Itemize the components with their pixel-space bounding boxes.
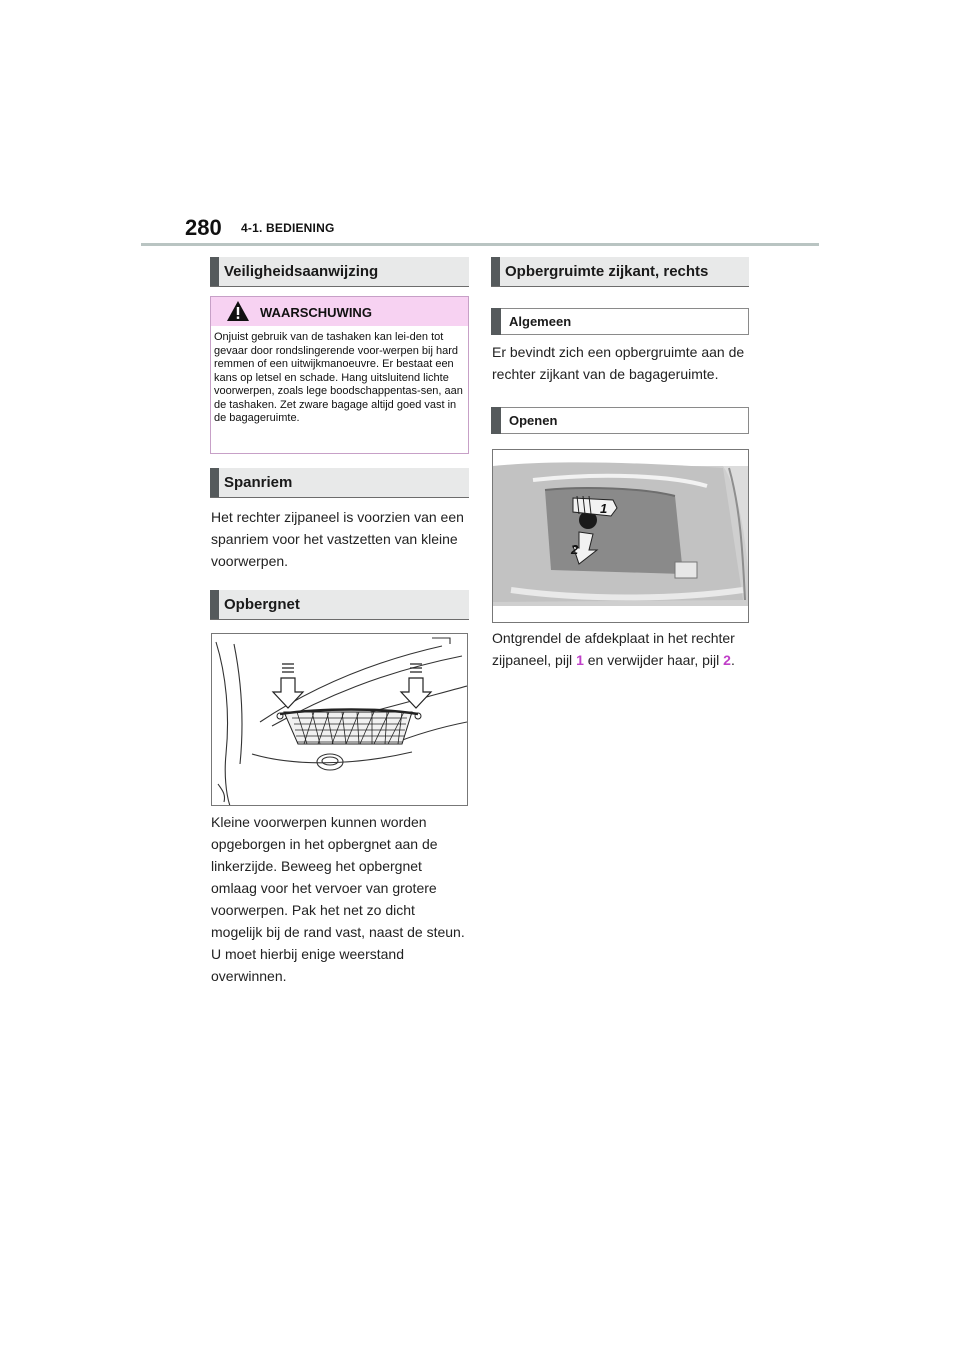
opbergnet-paragraph: Kleine voorwerpen kunnen worden opgeborgen in het opbergnet aan de linkerzijde. Beweeg het opbergnet omlaag voor het vervoer van grotere voorwerpen. Pak het net zo dicht mogelijk bij de rand vast, naast de steun. U moet hierbij enige weerstand overwinnen. xyxy=(211,814,465,984)
algemeen-subheading xyxy=(491,308,749,335)
opbergnet-figure xyxy=(211,633,468,806)
opbergruimte-heading-label: Opbergruimte zijkant, rechts xyxy=(505,263,709,280)
openen-text-b: en verwijder haar, pijl xyxy=(583,652,724,668)
heading-bar xyxy=(491,308,501,335)
safety-heading-label: Veiligheidsaanwijzing xyxy=(224,263,379,280)
openen-text-a: Ontgrendel de afdekplaat in het rechter zijpaneel, pijl xyxy=(492,630,735,668)
spanriem-section-heading xyxy=(210,468,469,498)
net-mesh xyxy=(277,710,421,745)
warning-title: WAARSCHUWING xyxy=(260,305,372,320)
header-divider xyxy=(141,243,819,246)
openen-paragraph xyxy=(492,627,750,671)
figure-label-2: 2 xyxy=(571,542,579,557)
algemeen-heading-label: Algemeen xyxy=(509,314,572,329)
warning-text: Onjuist gebruik van de tashaken kan lei-den tot gevaar door rondslingerende voor-werpen bij hard remmen of een uitwijkmanoeuvre. Er bestaat een kans op letsel en schade. Hang uitsluitend lichte voorwerpen, zoals lege boodschappentas-sen, aan de tashaken. Zet zware bagage altijd goed vast in de bagageruimte. xyxy=(214,331,463,424)
arrow-number-2: 2 xyxy=(723,652,731,668)
side-panel-photo xyxy=(493,450,749,623)
page-number: 280 xyxy=(185,215,222,240)
arrow-number-1: 1 xyxy=(576,652,584,668)
spanriem-heading-label: Spanriem xyxy=(224,474,293,491)
openen-heading-label: Openen xyxy=(509,413,558,428)
openen-text-c: . xyxy=(730,652,735,668)
chapter-title: 4-1. BEDIENING xyxy=(241,221,335,235)
warning-header xyxy=(211,297,468,326)
opbergnet-section-heading xyxy=(210,590,469,620)
down-arrow-icon xyxy=(273,664,303,708)
heading-bar xyxy=(491,407,501,434)
algemeen-paragraph: Er bevindt zich een opbergruimte aan de rechter zijkant van de bagageruimte. xyxy=(492,344,745,382)
cargo-net-illustration xyxy=(212,634,468,806)
heading-bar xyxy=(491,257,500,286)
opbergruimte-section-heading xyxy=(491,257,749,287)
down-arrow-icon xyxy=(401,664,431,708)
heading-bar xyxy=(210,590,219,619)
openen-subheading xyxy=(491,407,749,434)
spanriem-paragraph: Het rechter zijpaneel is voorzien van een spanriem voor het vastzetten van kleine voorwerpen. xyxy=(211,509,464,569)
heading-bar xyxy=(210,468,219,497)
warning-box xyxy=(210,296,469,454)
warning-triangle-icon xyxy=(226,300,250,322)
openen-figure xyxy=(492,449,749,623)
figure-label-1: 1 xyxy=(600,501,608,516)
heading-bar xyxy=(210,257,219,286)
safety-section-heading xyxy=(210,257,469,287)
opbergnet-heading-label: Opbergnet xyxy=(224,596,300,613)
